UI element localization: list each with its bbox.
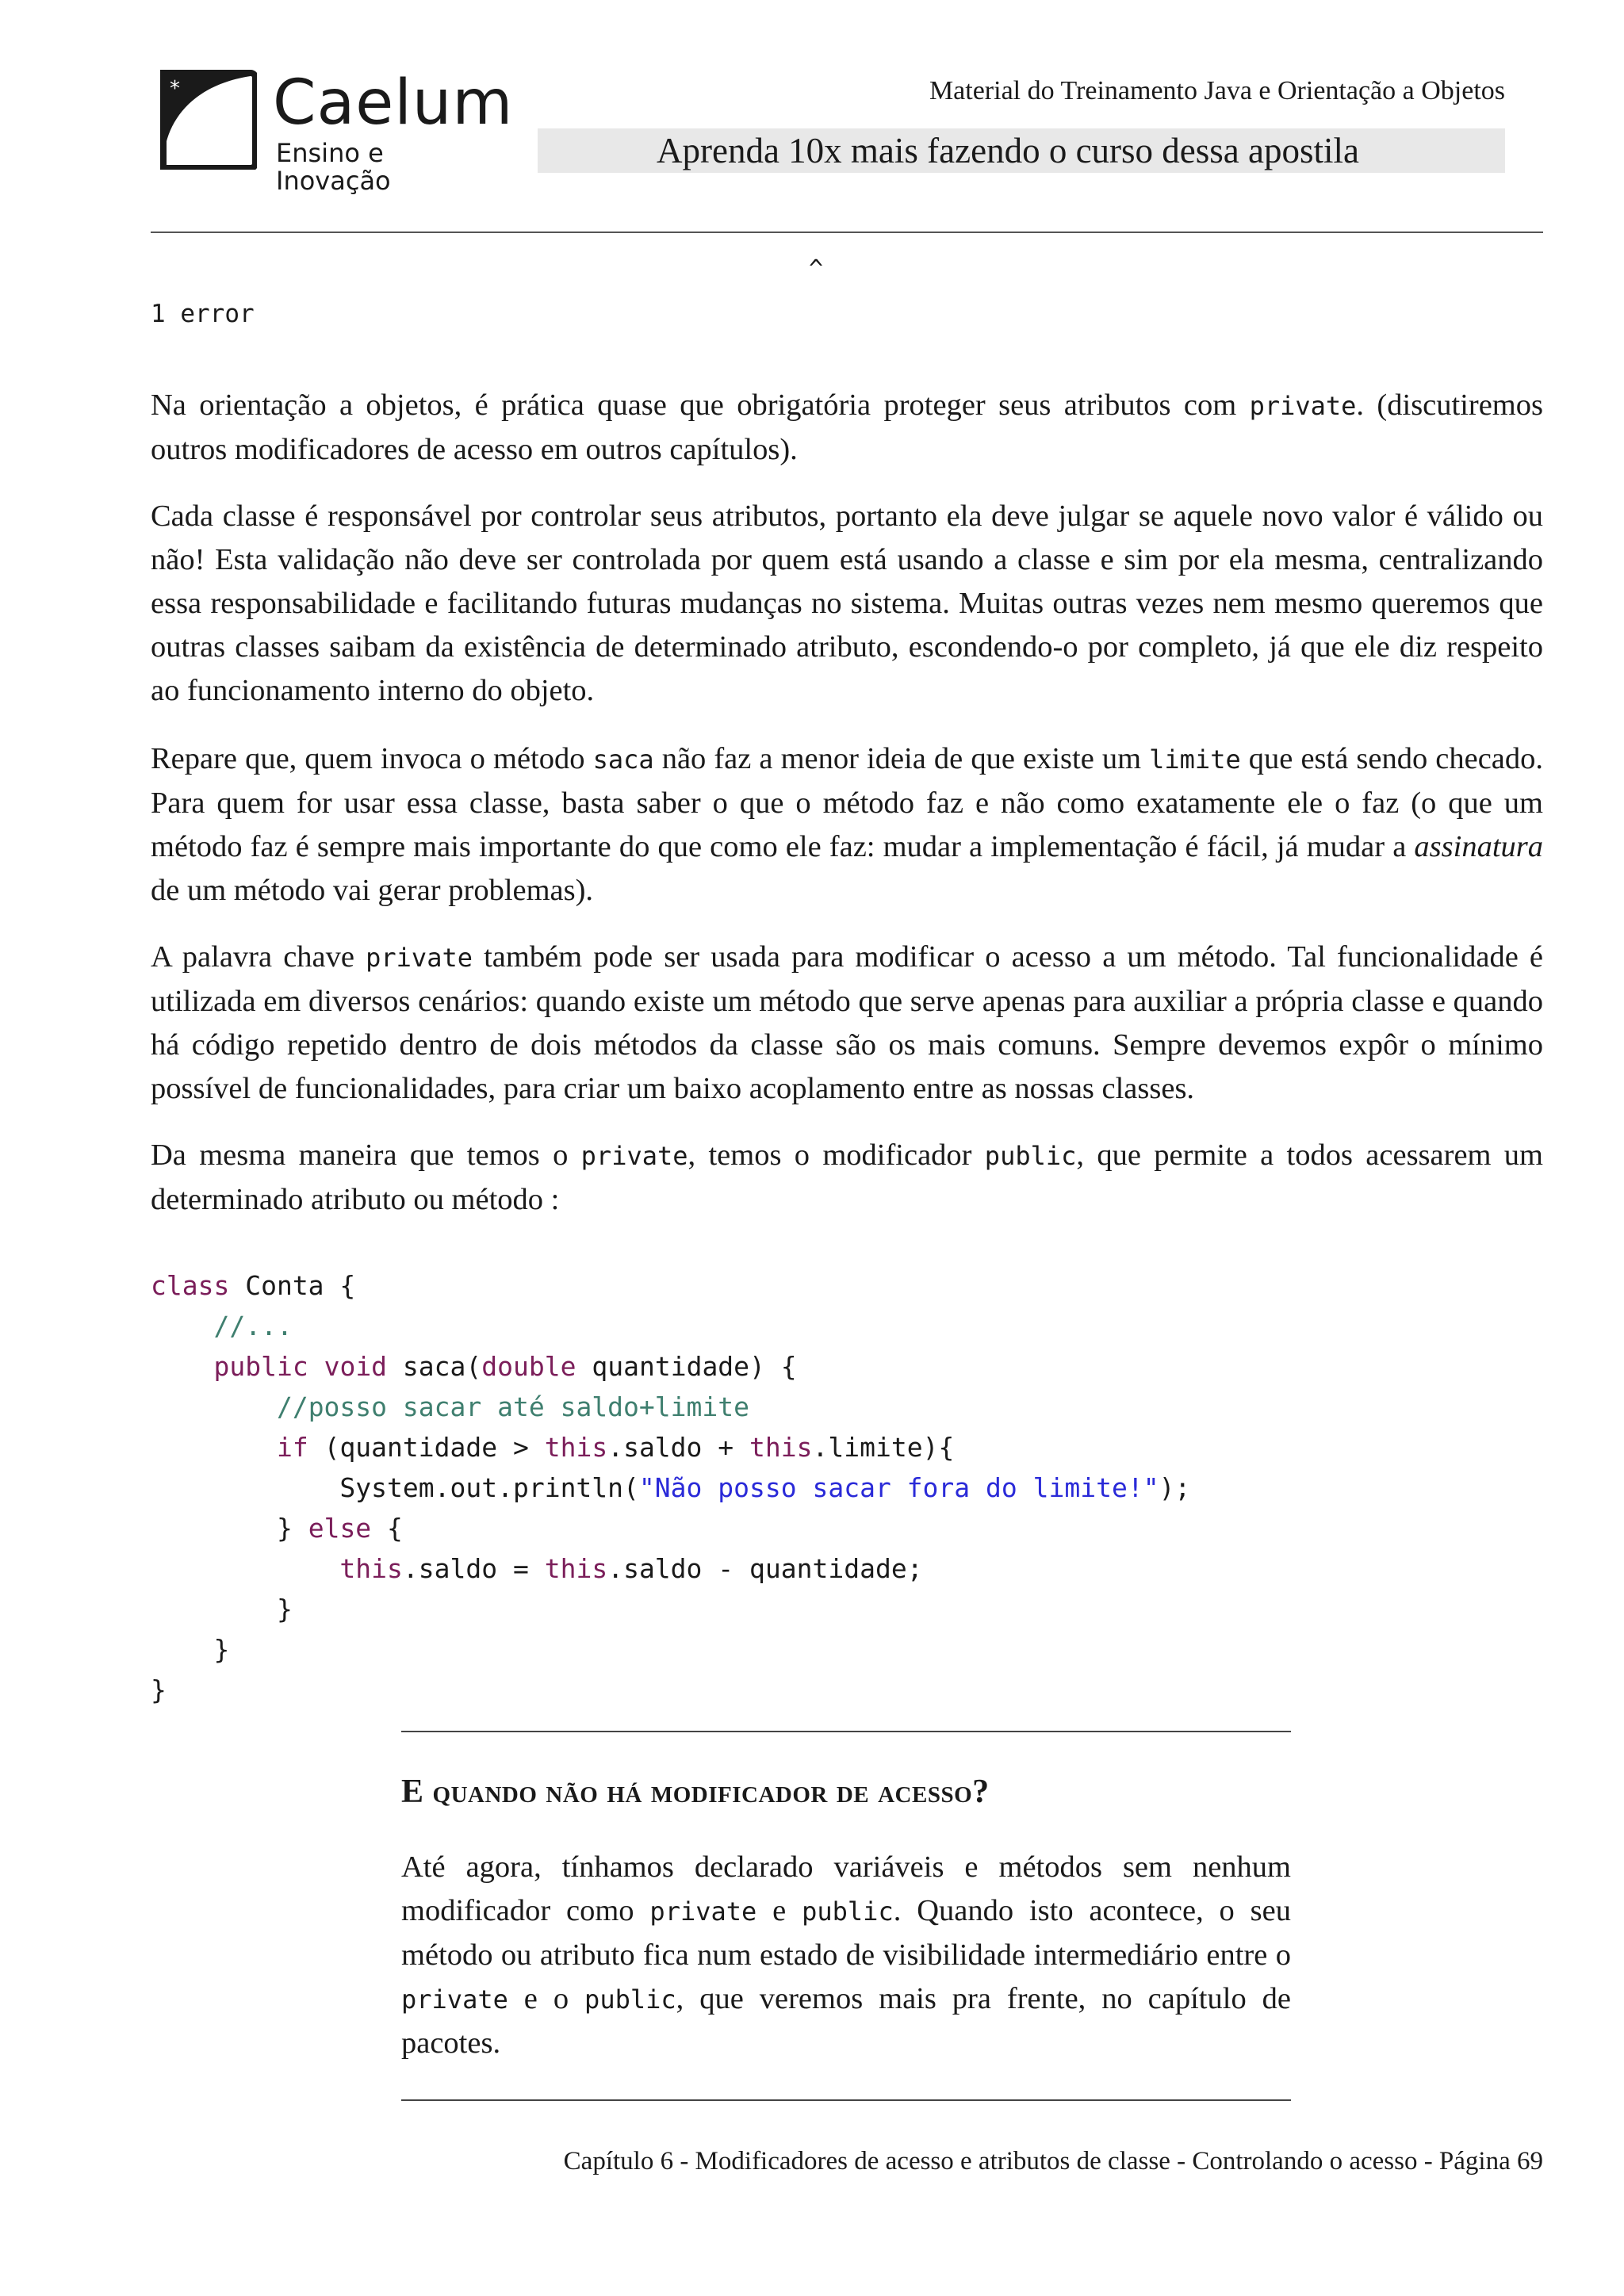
inline-code: private: [1249, 391, 1357, 421]
paragraph-public-modifier: Da mesma maneira que temos o private, temos o modificador public, que permite a todos acessarem um determinado atributo ou método :: [151, 1138, 1543, 1216]
compiler-error-count: 1 error: [151, 300, 255, 328]
caelum-logo: [157, 67, 514, 197]
svg-text:*: *: [170, 77, 180, 101]
sidebar-top-rule: [401, 1731, 1291, 1732]
page-footer: Capítulo 6 - Modificadores de acesso e atributos de classe - Controlando o acesso - Página 69: [563, 2147, 1543, 2175]
inline-code: private: [580, 1141, 688, 1171]
promo-banner[interactable]: [538, 128, 1505, 173]
paragraph-class-responsibility: Cada classe é responsável por controlar seus atributos, portanto ela deve julgar se aquele novo valor é válido ou não! Esta validação não deve ser controlada por quem está usando a classe e sim por ela mesma, centralizando essa responsabilidade e facilitando futuras mudanças no sistema. Muitas outras vezes nem mesmo queremos que outras classes saibam da existência de determinado atributo, escondendo-o por completo, já que ele diz respeito ao funcionamento interno do objeto.: [151, 499, 1543, 707]
sidebar-text: Até agora, tínhamos declarado variáveis e métodos sem nenhum modificador como private e public. Quando isto acontece, o seu método ou atributo fica num estado de visibilidade intermediário entre o private e o public, que veremos mais pra frente, no capítulo de pacotes.: [401, 1850, 1291, 2060]
inline-code: private: [401, 1984, 508, 2015]
inline-code: public: [802, 1896, 894, 1927]
inline-code: saca: [592, 744, 654, 775]
paragraph-private-methods: A palavra chave private também pode ser usada para modificar o acesso a um método. Tal funcionalidade é utilizada em diversos cenários: quando existe um método que serve apenas para auxiliar a própria classe e quando há código repetido dentro de dois métodos da classe são os mais comuns. Sempre devemos expôr o mínimo possível de funcionalidades, para criar um baixo acoplamento entre as nossas classes.: [151, 940, 1543, 1105]
sidebar-title: E quando não há modificador de acesso?: [401, 1774, 990, 1810]
inline-code: public: [984, 1141, 1077, 1171]
inline-code: private: [649, 1896, 757, 1927]
header-divider: [151, 232, 1543, 233]
sidebar-bottom-rule: [401, 2099, 1291, 2101]
inline-code: public: [584, 1984, 676, 2015]
logo-name: Caelum: [273, 67, 514, 139]
logo-tagline: Ensino e Inovação: [276, 138, 391, 197]
inline-code: limite: [1149, 744, 1241, 775]
paragraph-private-practice: Na orientação a objetos, é prática quase que obrigatória proteger seus atributos com private. (discutiremos outros modificadores de acesso em outros capítulos).: [151, 388, 1543, 466]
code-block-conta: class Conta { //... public void saca(double quantidade) { //posso sacar até saldo+limite if (quantidade > this.saldo + this.limite){ System.out.println("Não posso sacar fora do limite!"); } else { this.saldo = this.saldo - quantidade; } } }: [151, 1270, 1191, 1705]
logo-mark-icon: [157, 70, 257, 170]
material-title: Material do Treinamento Java e Orientação a Objetos: [929, 76, 1505, 105]
paragraph-saca-method: Repare que, quem invoca o método saca não faz a menor ideia de que existe um limite que está sendo checado. Para quem for usar essa classe, basta saber o que o método faz e não como exatamente ele o faz (o que um método faz é sempre mais importante do que como ele faz: mudar a implementação é fácil, já mudar a assinatura de um método vai gerar problemas).: [151, 742, 1543, 907]
promo-text: Aprenda 10x mais fazendo o curso dessa apostila: [657, 131, 1359, 170]
inline-code: private: [366, 943, 473, 973]
compiler-caret: ^: [809, 255, 824, 283]
